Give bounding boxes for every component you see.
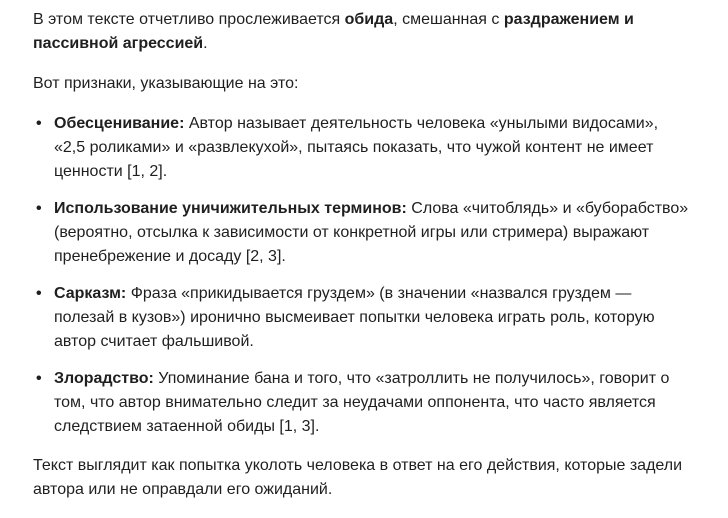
outro-paragraph: Текст выглядит как попытка уколоть человека в ответ на его действия, которые задели автора или не оправдали его ожиданий. xyxy=(33,457,683,498)
bullet-icon: • xyxy=(36,285,42,302)
intro-text-before: В этом тексте отчетливо прослеживается xyxy=(33,11,345,28)
list-item-text: Упоминание бана и того, что «затроллить не получилось», говорит о том, что автор внимательно следит за неудачами оппонента, что часто является следствием затаенной обиды [1, 3]. xyxy=(54,370,670,435)
list-item xyxy=(33,282,693,354)
bullet-icon: • xyxy=(36,370,42,387)
intro-text-after: . xyxy=(203,35,208,52)
list-item-term: Использование уничижительных терминов: xyxy=(54,200,407,217)
intro-text-middle: , смешанная с xyxy=(393,11,504,28)
intro-paragraph xyxy=(33,8,693,56)
intro-bold-resentment: обида xyxy=(344,11,394,28)
intro-bold-irritation: раздражением и пассивной агрессией xyxy=(33,11,634,52)
list-item-term: Сарказм: xyxy=(54,285,127,302)
list-item xyxy=(33,112,693,184)
list-item-text: Фраза «прикидывается груздем» (в значении «назвался груздем — полезай в кузов») иронично высмеивает попытки человека играть роль, которую автор считает фальшивой. xyxy=(54,285,655,350)
list-item-term: Обесценивание: xyxy=(54,115,185,132)
list-item xyxy=(33,367,693,439)
list-item-term: Злорадство: xyxy=(54,370,154,387)
list-item-text: Слова «читоблядь» и «буборабство» (вероятно, отсылка к зависимости от конкретной игры или стримера) выражают пренебрежение и досаду [2, 3]. xyxy=(54,200,689,265)
list-item-text: Автор называет деятельность человека «унылыми видосами», «2,5 роликами» и «развлекухой», пытаясь показать, что чужой контент не имеет ценности [1, 2]. xyxy=(54,115,659,180)
signs-list xyxy=(33,112,693,439)
bullet-icon: • xyxy=(36,200,42,217)
list-item xyxy=(33,197,693,269)
lead-paragraph: Вот признаки, указывающие на это: xyxy=(33,75,299,92)
bullet-icon: • xyxy=(36,115,42,132)
